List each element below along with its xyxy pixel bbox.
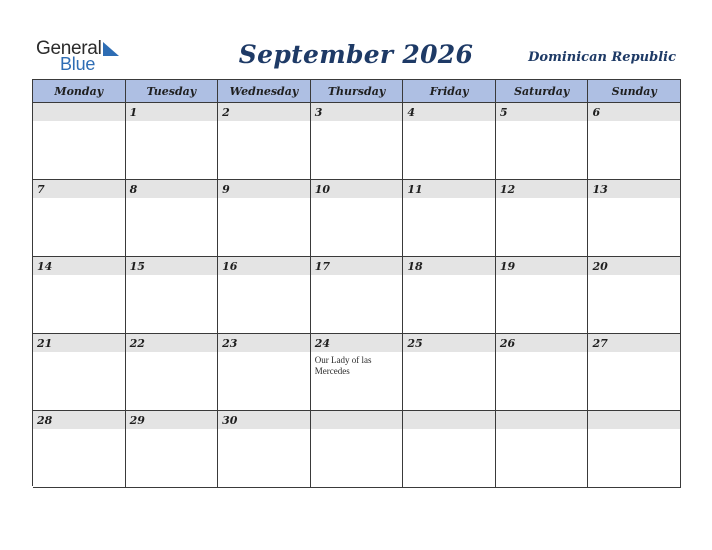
day-number: 19	[499, 259, 516, 273]
weekday-header: Wednesday	[218, 80, 311, 103]
calendar-day-cell	[311, 257, 404, 334]
calendar-day-cell	[218, 334, 311, 411]
calendar-day-cell	[588, 180, 681, 257]
country-name: Dominican Republic	[528, 50, 676, 65]
day-number: 11	[407, 182, 423, 196]
weekday-header: Sunday	[588, 80, 681, 103]
day-number-band	[218, 180, 310, 198]
calendar-day-cell	[218, 411, 311, 488]
day-number-band	[496, 334, 588, 352]
page-title: September 2026	[238, 40, 474, 69]
day-number-band	[218, 334, 310, 352]
day-number-band	[126, 103, 218, 121]
day-number-band	[496, 103, 588, 121]
day-number: 10	[314, 182, 331, 196]
day-number: 3	[314, 105, 323, 119]
calendar-day-cell	[126, 180, 219, 257]
day-number-band	[588, 103, 680, 121]
day-number-band	[311, 103, 403, 121]
day-number-band	[126, 334, 218, 352]
day-number: 15	[129, 259, 145, 273]
weekday-header: Tuesday	[126, 80, 219, 103]
day-number-band	[311, 334, 403, 352]
calendar-day-cell	[588, 411, 681, 488]
day-number: 18	[407, 259, 423, 273]
weekday-header: Monday	[33, 80, 126, 103]
day-number: 12	[499, 182, 516, 196]
day-number-band	[218, 103, 310, 121]
day-number: 24	[314, 336, 331, 350]
calendar-week-row	[33, 334, 681, 411]
day-number: 1	[129, 105, 138, 119]
calendar-week-row	[33, 257, 681, 334]
calendar-day-cell	[588, 334, 681, 411]
calendar-day-cell	[218, 103, 311, 180]
calendar-day-cell	[311, 334, 404, 411]
day-number: 2	[222, 105, 230, 119]
calendar-week-row	[33, 103, 681, 180]
day-number-band	[496, 180, 588, 198]
calendar-day-cell	[403, 411, 496, 488]
day-number: 4	[407, 105, 415, 119]
day-number: 25	[407, 336, 423, 350]
day-number: 8	[129, 182, 138, 196]
day-number-band	[403, 257, 495, 275]
calendar-day-cell	[218, 180, 311, 257]
day-number: 17	[314, 259, 331, 273]
calendar-day-cell	[33, 411, 126, 488]
day-number: 7	[37, 182, 45, 196]
day-number: 26	[499, 336, 516, 350]
calendar-day-cell	[311, 180, 404, 257]
day-number-band	[403, 334, 495, 352]
day-number: 16	[222, 259, 238, 273]
day-number: 27	[592, 336, 608, 350]
calendar-day-cell	[33, 334, 126, 411]
day-number-band	[33, 334, 125, 352]
day-number-band	[588, 334, 680, 352]
day-number-band	[588, 411, 680, 429]
day-number-band	[126, 411, 218, 429]
day-number-band	[33, 257, 125, 275]
day-number-band	[126, 257, 218, 275]
calendar-day-cell	[403, 103, 496, 180]
day-number: 30	[222, 413, 238, 427]
calendar-week-row	[33, 411, 681, 488]
day-number: 20	[592, 259, 608, 273]
day-number-band	[33, 411, 125, 429]
calendar-day-cell	[403, 257, 496, 334]
day-number-band	[126, 180, 218, 198]
day-number: 14	[37, 259, 53, 273]
calendar-day-cell	[496, 180, 589, 257]
day-number-band	[403, 103, 495, 121]
day-number-band	[33, 103, 125, 121]
calendar-day-cell	[33, 257, 126, 334]
day-number: 21	[37, 336, 53, 350]
day-number-band	[33, 180, 125, 198]
weekday-header-row	[33, 80, 681, 103]
day-number: 23	[222, 336, 238, 350]
day-number: 9	[222, 182, 230, 196]
day-number-band	[218, 257, 310, 275]
calendar-day-cell	[403, 334, 496, 411]
day-number-band	[311, 257, 403, 275]
day-number-band	[403, 411, 495, 429]
day-number-band	[403, 180, 495, 198]
logo-text-blue: Blue	[60, 54, 96, 74]
calendar-day-cell	[588, 257, 681, 334]
calendar-day-cell	[496, 411, 589, 488]
day-number: 22	[129, 336, 145, 350]
weekday-header: Thursday	[311, 80, 404, 103]
day-number-band	[496, 411, 588, 429]
day-number: 5	[499, 105, 508, 119]
calendar-day-cell	[496, 257, 589, 334]
weekday-header: Friday	[403, 80, 496, 103]
day-number: 6	[592, 105, 601, 119]
calendar-day-cell	[311, 411, 404, 488]
calendar-day-cell	[588, 103, 681, 180]
calendar-day-cell	[126, 103, 219, 180]
calendar-day-cell	[126, 257, 219, 334]
day-number-band	[218, 411, 310, 429]
day-number-band	[311, 180, 403, 198]
day-number-band	[588, 180, 680, 198]
calendar-day-cell	[126, 334, 219, 411]
calendar-day-cell	[126, 411, 219, 488]
day-number: 28	[37, 413, 53, 427]
calendar-day-cell	[218, 257, 311, 334]
calendar-day-cell	[496, 334, 589, 411]
month-calendar-grid	[32, 79, 681, 486]
holiday-event-label: Our Lady of las Mercedes	[314, 355, 372, 376]
day-number: 13	[592, 182, 608, 196]
logo-text-general: General	[36, 38, 102, 59]
calendar-day-cell	[311, 103, 404, 180]
calendar-day-cell	[496, 103, 589, 180]
calendar-day-cell	[33, 180, 126, 257]
calendar-day-cell	[403, 180, 496, 257]
weekday-header: Saturday	[496, 80, 589, 103]
day-number: 29	[129, 413, 145, 427]
day-number-band	[496, 257, 588, 275]
calendar-week-row	[33, 180, 681, 257]
day-number-band	[588, 257, 680, 275]
calendar-day-cell	[33, 103, 126, 180]
day-number-band	[311, 411, 403, 429]
calendar-weeks	[33, 103, 681, 488]
